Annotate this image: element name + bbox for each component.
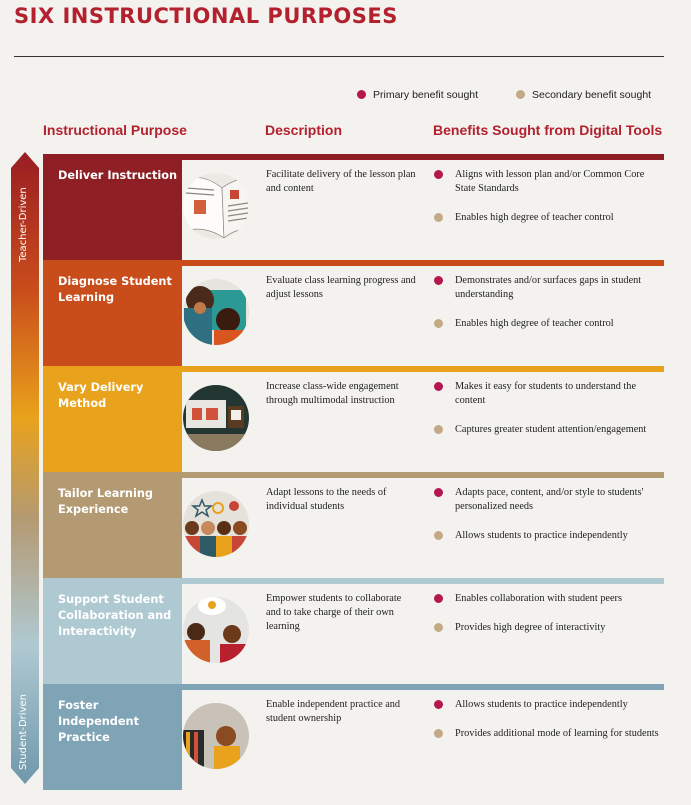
purpose-cell xyxy=(43,260,182,366)
secondary-dot-icon xyxy=(434,319,443,328)
row-divider xyxy=(182,366,664,372)
students-group-icon xyxy=(182,484,250,564)
row-divider xyxy=(182,578,664,584)
primary-dot-icon xyxy=(357,90,366,99)
legend-primary xyxy=(357,89,478,101)
purpose-row-foster-independent-practice xyxy=(43,684,664,790)
secondary-dot-icon xyxy=(434,425,443,434)
legend-secondary-label: Secondary benefit sought xyxy=(532,89,652,101)
purpose-description: Increase class-wide engagement through multimodal instruction xyxy=(266,381,399,406)
collaboration-icon xyxy=(182,590,250,670)
secondary-benefit-text: Provides high degree of interactivity xyxy=(455,622,606,633)
secondary-benefit xyxy=(433,211,665,225)
legend-secondary xyxy=(516,89,651,101)
primary-benefit-text: Aligns with lesson plan and/or Common Core State Standards xyxy=(455,169,645,194)
purpose-title: Diagnose Student Learning xyxy=(58,275,172,304)
primary-dot-icon xyxy=(434,382,443,391)
monitor-icon xyxy=(182,378,250,458)
primary-benefit xyxy=(433,274,665,302)
purpose-cell xyxy=(43,578,182,684)
primary-dot-icon xyxy=(434,488,443,497)
legend-primary-label: Primary benefit sought xyxy=(373,89,479,101)
purpose-row-vary-delivery-method xyxy=(43,366,664,472)
primary-dot-icon xyxy=(434,700,443,709)
primary-benefit xyxy=(433,168,665,196)
teacher-student-icon xyxy=(182,272,250,352)
primary-benefit xyxy=(433,380,665,408)
secondary-benefit-text: Provides additional mode of learning for students xyxy=(455,728,659,739)
secondary-dot-icon xyxy=(434,213,443,222)
row-divider xyxy=(182,154,664,160)
purpose-description: Evaluate class learning progress and adjust lessons xyxy=(266,275,416,300)
purpose-cell xyxy=(43,684,182,790)
purpose-row-diagnose-student-learning xyxy=(43,260,664,366)
header-instructional-purpose: Instructional Purpose xyxy=(43,122,187,138)
purpose-row-deliver-instruction xyxy=(43,154,664,260)
header-description: Description xyxy=(265,122,343,138)
primary-dot-icon xyxy=(434,594,443,603)
primary-dot-icon xyxy=(434,170,443,179)
purpose-description: Enable independent practice and student ownership xyxy=(266,699,401,724)
purpose-description: Adapt lessons to the needs of individual students xyxy=(266,487,387,512)
primary-dot-icon xyxy=(434,276,443,285)
purpose-cell xyxy=(43,366,182,472)
secondary-benefit xyxy=(433,317,665,331)
row-divider xyxy=(182,684,664,690)
teacher-driven-label: Teacher-Driven xyxy=(18,187,29,262)
purpose-title: Support Student Collaboration and Interactivity xyxy=(58,593,172,638)
primary-benefit-text: Adapts pace, content, and/or style to students' personalized needs xyxy=(455,487,644,512)
row-divider xyxy=(182,260,664,266)
purpose-title: Foster Independent Practice xyxy=(58,699,139,744)
primary-benefit xyxy=(433,486,665,514)
secondary-benefit xyxy=(433,423,665,437)
student-driven-label: Student-Driven xyxy=(18,694,29,770)
secondary-benefit-text: Allows students to practice independently xyxy=(455,530,628,541)
secondary-benefit xyxy=(433,727,665,741)
secondary-benefit xyxy=(433,621,665,635)
secondary-benefit-text: Captures greater student attention/engagement xyxy=(455,424,647,435)
primary-benefit xyxy=(433,698,665,712)
purpose-title: Vary Delivery Method xyxy=(58,381,144,410)
primary-benefit-text: Makes it easy for students to understand the content xyxy=(455,381,637,406)
secondary-dot-icon xyxy=(516,90,525,99)
purpose-row-tailor-learning-experience xyxy=(43,472,664,578)
row-divider xyxy=(182,472,664,478)
secondary-benefit xyxy=(433,529,665,543)
purpose-description: Facilitate delivery of the lesson plan and content xyxy=(266,169,416,194)
header-benefits: Benefits Sought from Digital Tools xyxy=(433,122,663,138)
purpose-title: Tailor Learning Experience xyxy=(58,487,153,516)
secondary-dot-icon xyxy=(434,531,443,540)
secondary-benefit-text: Enables high degree of teacher control xyxy=(455,318,614,329)
primary-benefit-text: Allows students to practice independently xyxy=(455,699,628,710)
title-divider xyxy=(14,56,664,57)
secondary-benefit-text: Enables high degree of teacher control xyxy=(455,212,614,223)
purpose-cell xyxy=(43,472,182,578)
secondary-dot-icon xyxy=(434,729,443,738)
purpose-description: Empower students to collaborate and to take charge of their own learning xyxy=(266,593,402,632)
primary-benefit-text: Demonstrates and/or surfaces gaps in student understanding xyxy=(455,275,642,300)
purpose-cell xyxy=(43,154,182,260)
independent-student-icon xyxy=(182,696,250,776)
page-title: SIX INSTRUCTIONAL PURPOSES xyxy=(14,4,398,28)
purpose-row-support-student-collaboration-and-interactivity xyxy=(43,578,664,684)
purpose-title: Deliver Instruction xyxy=(58,169,178,182)
secondary-dot-icon xyxy=(434,623,443,632)
textbook-icon xyxy=(182,166,250,246)
primary-benefit-text: Enables collaboration with student peers xyxy=(455,593,622,604)
primary-benefit xyxy=(433,592,665,606)
